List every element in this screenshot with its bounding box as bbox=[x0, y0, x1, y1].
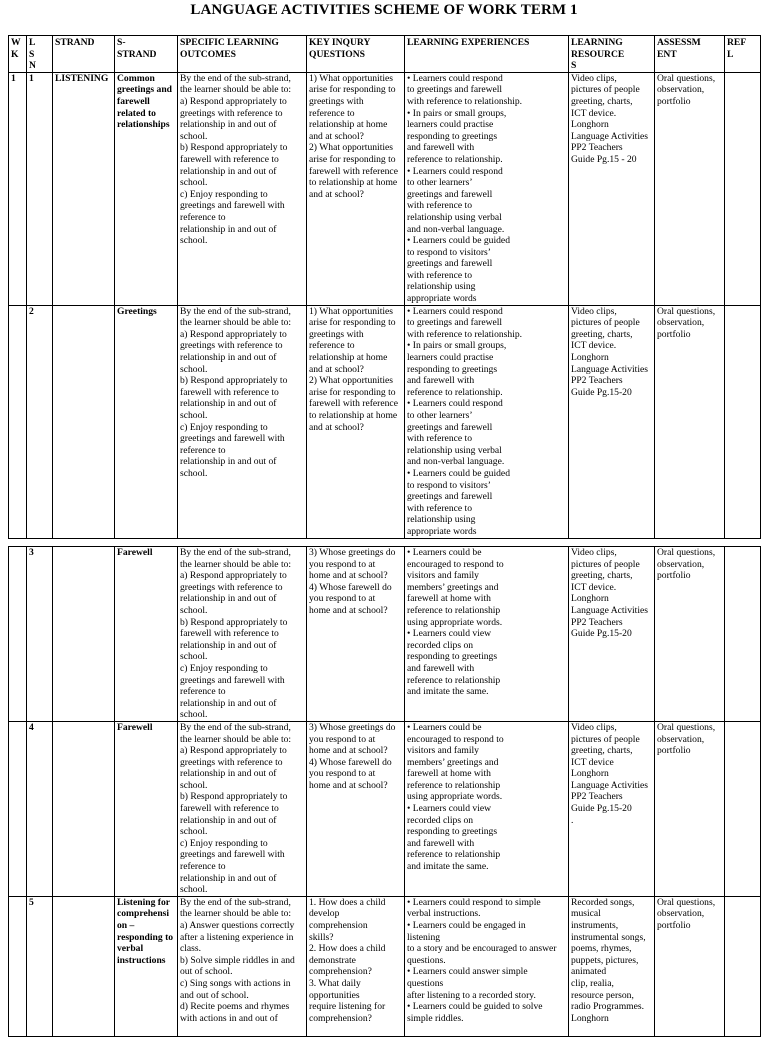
header-questions: KEY INQURY QUESTIONS bbox=[307, 36, 405, 73]
cell-lsn: 3 bbox=[27, 547, 53, 722]
cell-outcomes: By the end of the sub-strand, the learner should be able to: a) Respond appropriately to greetings with reference to relationship in and out of school. b) Respond appropriately to farewell with reference to relationship in and out of school. c) Enjoy responding to greetings and farewell with reference to relationship in and out of school. bbox=[178, 72, 307, 305]
cell-refl bbox=[725, 72, 761, 305]
cell-resources: Recorded songs, musical instruments, instrumental songs, poems, rhymes, puppets, pictures, animated clip, realia, resource person, radio Programmes. Longhorn bbox=[569, 896, 655, 1036]
header-outcomes: SPECIFIC LEARNING OUTCOMES bbox=[178, 36, 307, 73]
cell-outcomes: By the end of the sub-strand, the learner should be able to: a) Respond appropriately to greetings with reference to relationship in and out of school. b) Respond appropriately to farewell with reference to relationship in and out of school. c) Enjoy responding to greetings and farewell with reference to relationship in and out of school. bbox=[178, 721, 307, 896]
cell-refl bbox=[725, 305, 761, 538]
cell-resources: Video clips, pictures of people greeting, charts, ICT device. Longhorn Language Activities PP2 Teachers Guide Pg.15-20 bbox=[569, 547, 655, 722]
cell-experiences: • Learners could be encouraged to respond to visitors and family members’ greetings and farewell at home with reference to relationship using appropriate words. • Learners could view recorded clips on responding to greetings and farewell with reference to relationship and imitate the same. bbox=[405, 547, 569, 722]
header-refl: REF L bbox=[725, 36, 761, 73]
cell-experiences: • Learners could respond to simple verbal instructions. • Learners could be engaged in listening to a story and be encouraged to answer questions. • Learners could answer simple questions after listening to a recorded story. • Learners could be guided to solve simple riddles. bbox=[405, 896, 569, 1036]
cell-strand bbox=[53, 721, 115, 896]
cell-lsn: 1 bbox=[27, 72, 53, 305]
cell-lsn: 4 bbox=[27, 721, 53, 896]
table-row bbox=[9, 305, 761, 538]
cell-strand: LISTENING bbox=[53, 72, 115, 305]
cell-refl bbox=[725, 721, 761, 896]
cell-resources: Video clips, pictures of people greeting, charts, ICT device. Longhorn Language Activities PP2 Teachers Guide Pg.15 - 20 bbox=[569, 72, 655, 305]
cell-outcomes: By the end of the sub-strand, the learner should be able to: a) Respond appropriately to greetings with reference to relationship in and out of school. b) Respond appropriately to farewell with reference to relationship in and out of school. c) Enjoy responding to greetings and farewell with reference to relationship in and out of school. bbox=[178, 305, 307, 538]
cell-lsn: 2 bbox=[27, 305, 53, 538]
cell-assessment: Oral questions, observation, portfolio bbox=[655, 72, 725, 305]
cell-questions: 3) Whose greetings do you respond to at home and at school? 4) Whose farewell do you respond to at home and at school? bbox=[307, 547, 405, 722]
cell-sub-strand: Listening for comprehensi on – responding to verbal instructions bbox=[115, 896, 178, 1036]
cell-resources: Video clips, pictures of people greeting, charts, ICT device Longhorn Language Activities PP2 Teachers Guide Pg.15-20 . bbox=[569, 721, 655, 896]
cell-wk: 1 bbox=[9, 72, 27, 305]
table-row bbox=[9, 896, 761, 1036]
header-resources: LEARNING RESOURCE S bbox=[569, 36, 655, 73]
cell-assessment: Oral questions, observation, portfolio bbox=[655, 721, 725, 896]
cell-wk bbox=[9, 547, 27, 722]
cell-wk bbox=[9, 305, 27, 538]
cell-strand bbox=[53, 547, 115, 722]
cell-wk bbox=[9, 721, 27, 896]
header-lsn: L S N bbox=[27, 36, 53, 73]
cell-sub-strand: Common greetings and farewell related to relationships bbox=[115, 72, 178, 305]
cell-sub-strand: Farewell bbox=[115, 547, 178, 722]
table-row bbox=[9, 547, 761, 722]
cell-questions: 1. How does a child develop comprehension skills? 2. How does a child demonstrate comprehension? 3. What daily opportunities require listening for comprehension? bbox=[307, 896, 405, 1036]
cell-resources: Video clips, pictures of people greeting, charts, ICT device. Longhorn Language Activities PP2 Teachers Guide Pg.15-20 bbox=[569, 305, 655, 538]
cell-outcomes: By the end of the sub-strand, the learner should be able to: a) Respond appropriately to greetings with reference to relationship in and out of school. b) Respond appropriately to farewell with reference to relationship in and out of school. c) Enjoy responding to greetings and farewell with reference to relationship in and out of school. bbox=[178, 547, 307, 722]
table-row bbox=[9, 72, 761, 305]
cell-experiences: • Learners could respond to greetings and farewell with reference to relationship. • In pairs or small groups, learners could practise responding to greetings and farewell with reference to relationship. • Learners could respond to other learners’ greetings and farewell with reference to relationship using verbal and non-verbal language. • Learners could be guided to respond to visitors’ greetings and farewell with reference to relationship using appropriate words bbox=[405, 305, 569, 538]
cell-experiences: • Learners could respond to greetings and farewell with reference to relationship. • In pairs or small groups, learners could practise responding to greetings and farewell with reference to relationship. • Learners could respond to other learners’ greetings and farewell with reference to relationship using verbal and non-verbal language. • Learners could be guided to respond to visitors’ greetings and farewell with reference to relationship using appropriate words bbox=[405, 72, 569, 305]
header-strand: STRAND bbox=[53, 36, 115, 73]
table-row bbox=[9, 721, 761, 896]
document-title: LANGUAGE ACTIVITIES SCHEME OF WORK TERM 1 bbox=[190, 2, 578, 18]
cell-sub-strand: Greetings bbox=[115, 305, 178, 538]
cell-outcomes: By the end of the sub-strand, the learner should be able to: a) Answer questions correctly after a listening experience in class. b) Solve simple riddles in and out of school. c) Sing songs with actions in and out of school. d) Recite poems and rhymes with actions in and out of bbox=[178, 896, 307, 1036]
cell-questions: 1) What opportunities arise for responding to greetings with reference to relationship at home and at school? 2) What opportunities arise for responding to farewell with reference to relationship at home and at school? bbox=[307, 72, 405, 305]
cell-questions: 3) Whose greetings do you respond to at home and at school? 4) Whose farewell do you respond to at home and at school? bbox=[307, 721, 405, 896]
cell-strand bbox=[53, 896, 115, 1036]
cell-refl bbox=[725, 896, 761, 1036]
scheme-table-part-1 bbox=[8, 35, 761, 539]
table-header-row bbox=[9, 36, 761, 73]
cell-sub-strand: Farewell bbox=[115, 721, 178, 896]
cell-questions: 1) What opportunities arise for responding to greetings with reference to relationship at home and at school? 2) What opportunities arise for responding to farewell with reference to relationship at home and at school? bbox=[307, 305, 405, 538]
cell-lsn: 5 bbox=[27, 896, 53, 1036]
cell-assessment: Oral questions, observation, portfolio bbox=[655, 547, 725, 722]
header-assessment: ASSESSM ENT bbox=[655, 36, 725, 73]
header-experiences: LEARNING EXPERIENCES bbox=[405, 36, 569, 73]
cell-assessment: Oral questions, observation, portfolio bbox=[655, 305, 725, 538]
cell-strand bbox=[53, 305, 115, 538]
cell-assessment: Oral questions, observation, portfolio bbox=[655, 896, 725, 1036]
cell-experiences: • Learners could be encouraged to respond to visitors and family members’ greetings and farewell at home with reference to relationship using appropriate words. • Learners could view recorded clips on responding to greetings and farewell with reference to relationship and imitate the same. bbox=[405, 721, 569, 896]
cell-refl bbox=[725, 547, 761, 722]
header-sub-strand: S- STRAND bbox=[115, 36, 178, 73]
scheme-table-part-2 bbox=[8, 546, 761, 1037]
header-wk: W K bbox=[9, 36, 27, 73]
cell-wk bbox=[9, 896, 27, 1036]
